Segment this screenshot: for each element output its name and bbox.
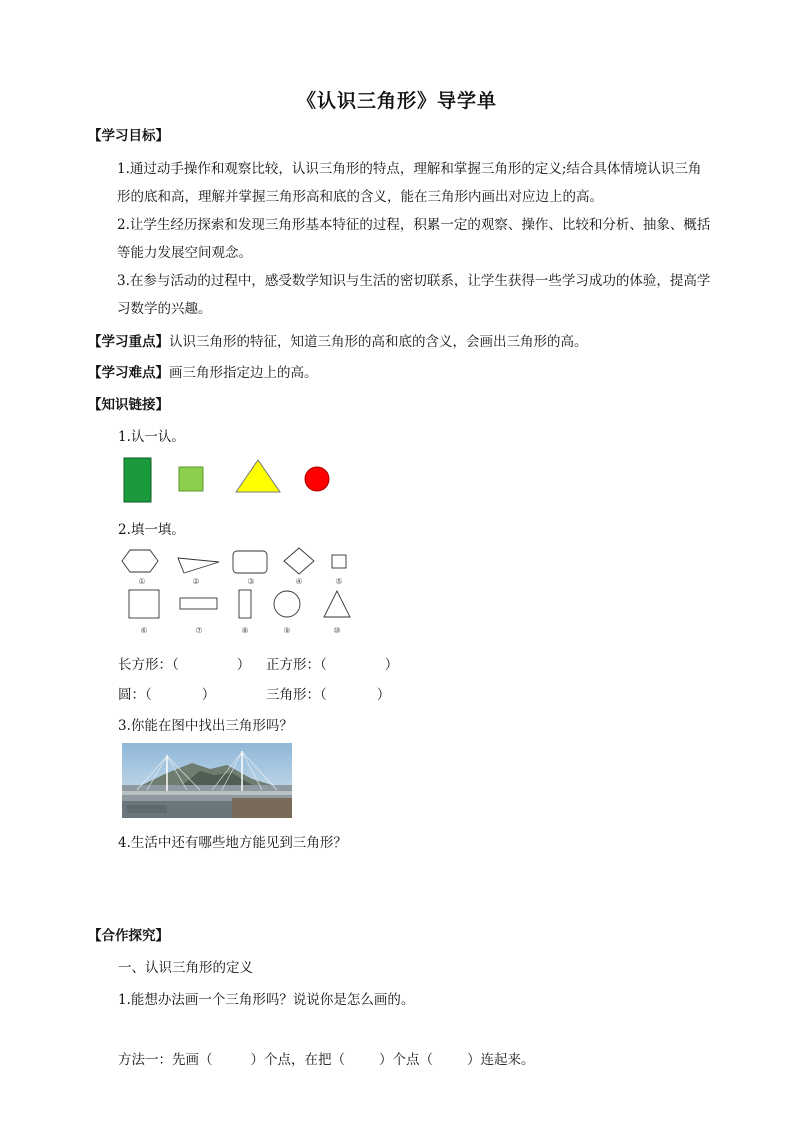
shape-number-2: ②: [192, 577, 200, 586]
square-shape: [129, 590, 159, 618]
knowledge-heading: 【知识链接】: [88, 397, 169, 413]
green-square: [179, 467, 203, 491]
question-4: 4.生活中还有哪些地方能见到三角形？: [118, 835, 347, 851]
key-point-heading: 【学习重点】: [88, 334, 169, 350]
shape-number-6: ⑥: [140, 626, 148, 635]
key-point: [88, 330, 588, 350]
shape-number-9: ⑨: [283, 626, 291, 635]
rectangle-blank: 长方形：（ ）: [118, 657, 251, 673]
shape-number-3: ③: [247, 577, 255, 586]
red-circle: [305, 467, 329, 491]
green-rectangle: [124, 458, 151, 502]
irregular-shape: [178, 558, 219, 573]
objective-1-line-2: 形的底和高，理解并掌握三角形高和底的含义，能在三角形内画出对应边上的高。: [117, 189, 603, 205]
circle-shape: [274, 591, 300, 617]
long-rectangle-shape: [180, 598, 217, 609]
tall-rectangle-shape: [239, 590, 251, 618]
explore-part-1: 一、认识三角形的定义: [118, 960, 253, 976]
objectives-heading: 【学习目标】: [88, 128, 169, 144]
diamond-shape: [284, 548, 314, 574]
colored-shapes: [118, 454, 338, 506]
shape-number-7: ⑦: [195, 626, 203, 635]
explore-heading: 【合作探究】: [88, 928, 169, 944]
hexagon-shape: [122, 550, 158, 572]
question-3: 3.你能在图中找出三角形吗？: [118, 718, 293, 734]
circle-blank: 圆：（ ）: [118, 687, 216, 703]
key-point-text: 认识三角形的特征，知道三角形的高和底的含义，会画出三角形的高。: [169, 334, 588, 350]
rounded-rectangle-shape: [233, 551, 267, 573]
difficulty-heading: 【学习难点】: [88, 365, 169, 381]
objective-2-line-2: 等能力发展空间观念。: [117, 245, 252, 261]
objective-1-line-1: 1.通过动手操作和观察比较，认识三角形的特点，理解和掌握三角形的定义;结合具体情境认识三角: [117, 161, 702, 177]
explore-question-1: 1.能想办法画一个三角形吗？说说你是怎么画的。: [118, 992, 415, 1008]
triangle-shape: [324, 591, 350, 617]
objective-2-line-1: 2.让学生经历探索和发现三角形基本特征的过程，积累一定的观察、操作、比较和分析、抽象、概括: [117, 217, 711, 233]
triangle-blank: 三角形：（ ）: [266, 687, 391, 703]
shape-number-8: ⑧: [241, 626, 249, 635]
question-2: 2.填一填。: [118, 522, 185, 538]
method-one: 方法一：先画（ ）个点，在把（ ）个点（ ）连起来。: [118, 1052, 535, 1068]
shape-number-1: ①: [138, 577, 146, 586]
difficulty-text: 画三角形指定边上的高。: [169, 365, 318, 381]
shape-number-10: ⑩: [333, 626, 341, 635]
difficulty: [88, 361, 318, 381]
question-1: 1.认一认。: [118, 429, 185, 445]
yellow-triangle: [236, 460, 280, 492]
small-square-shape: [332, 555, 346, 568]
objective-3-line-2: 习数学的兴趣。: [117, 301, 212, 317]
objective-3-line-1: 3.在参与活动的过程中，感受数学知识与生活的密切联系，让学生获得一些学习成功的体验，提高学: [117, 273, 711, 289]
square-blank: 正方形：（ ）: [266, 657, 399, 673]
page-title: 《认识三角形》导学单: [296, 90, 497, 112]
shape-number-4: ④: [295, 577, 303, 586]
bridge-photo: [122, 743, 292, 818]
shape-number-5: ⑤: [335, 577, 343, 586]
